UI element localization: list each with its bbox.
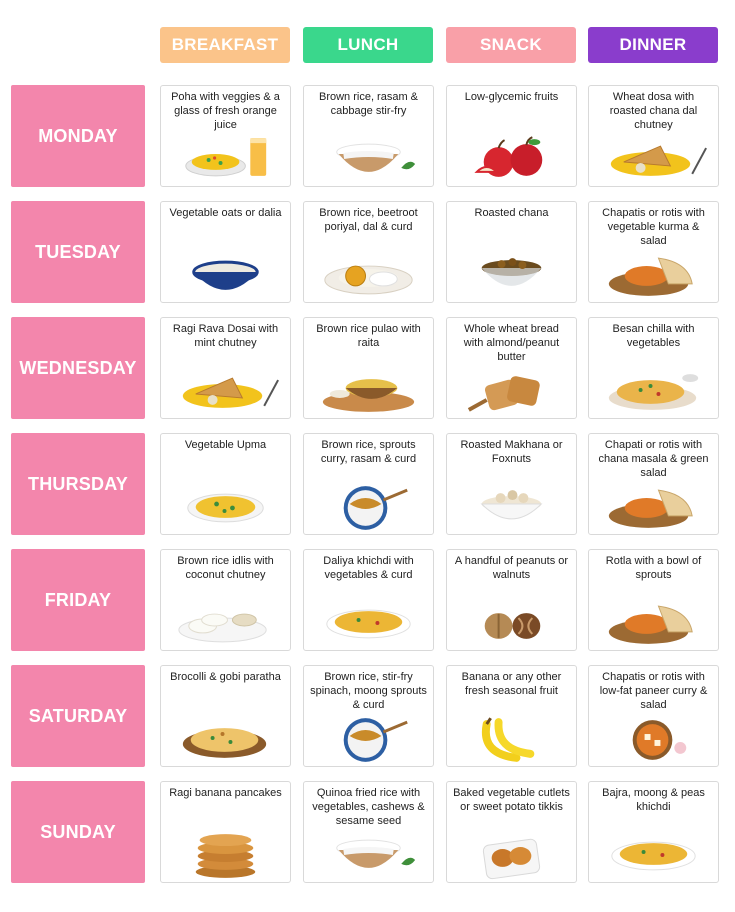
meal-text: Brown rice idlis with coconut chutney: [177, 555, 274, 581]
meal-cell-sunday-breakfast: [160, 781, 291, 883]
meal-cell-wednesday-snack: [446, 317, 577, 419]
meal-cell-saturday-lunch: [303, 665, 434, 767]
apple-icon: [447, 132, 576, 184]
meal-text: Brocolli & gobi paratha: [170, 671, 281, 683]
day-label-monday: MONDAY: [11, 85, 145, 187]
meal-cell-sunday-lunch: [303, 781, 434, 883]
header-snack: SNACK: [446, 27, 576, 63]
day-label-saturday: SATURDAY: [11, 665, 145, 767]
meal-cell-wednesday-breakfast: [160, 317, 291, 419]
meal-text: Ragi Rava Dosai with mint chutney: [172, 323, 279, 349]
roti-basket-icon: [589, 596, 718, 648]
meal-text: Roasted Makhana or Foxnuts: [460, 439, 563, 465]
meal-text: Daliya khichdi with vegetables & curd: [323, 555, 414, 581]
dosa-icon: [161, 364, 290, 416]
meal-text: Poha with veggies & a glass of fresh orange juice: [171, 91, 280, 131]
day-label-thursday: THURSDAY: [11, 433, 145, 535]
pancake-icon: [161, 828, 290, 880]
meal-text: Banana or any other fresh seasonal fruit: [461, 671, 562, 697]
meal-cell-thursday-lunch: [303, 433, 434, 535]
meal-text: Roasted chana: [474, 207, 549, 219]
paneer-curry-icon: [589, 712, 718, 764]
meal-cell-monday-breakfast: [160, 85, 291, 187]
meal-text: Brown rice, sprouts curry, rasam & curd: [320, 439, 417, 465]
meal-cell-friday-snack: [446, 549, 577, 651]
meal-text: Chapatis or rotis with low-fat paneer curry & salad: [599, 671, 708, 711]
header-breakfast: BREAKFAST: [160, 27, 290, 63]
meal-text: Quinoa fried rice with vegetables, cashews & sesame seed: [312, 787, 425, 827]
day-label-tuesday: TUESDAY: [11, 201, 145, 303]
day-label-sunday: SUNDAY: [11, 781, 145, 883]
meal-cell-saturday-snack: [446, 665, 577, 767]
meal-text: Besan chilla with vegetables: [612, 323, 695, 349]
rice-bowl-icon: [304, 132, 433, 184]
oats-bowl-icon: [161, 248, 290, 300]
makhana-bowl-icon: [447, 480, 576, 532]
meal-cell-tuesday-lunch: [303, 201, 434, 303]
roti-basket-icon: [589, 248, 718, 300]
meal-cell-tuesday-dinner: [588, 201, 719, 303]
upma-icon: [161, 480, 290, 532]
bread-icon: [447, 364, 576, 416]
curry-plate-icon: [304, 480, 433, 532]
meal-text: Chapati or rotis with chana masala & green salad: [598, 439, 709, 479]
meal-cell-saturday-dinner: [588, 665, 719, 767]
meal-text: Brown rice, rasam & cabbage stir-fry: [318, 91, 419, 117]
banana-icon: [447, 712, 576, 764]
day-label-wednesday: WEDNESDAY: [11, 317, 145, 419]
meal-text: Low-glycemic fruits: [464, 91, 559, 103]
meal-cell-thursday-snack: [446, 433, 577, 535]
header-lunch: LUNCH: [303, 27, 433, 63]
khichdi-icon: [304, 596, 433, 648]
meal-text: Whole wheat bread with almond/peanut butter: [463, 323, 560, 363]
chilla-icon: [589, 364, 718, 416]
paratha-icon: [161, 712, 290, 764]
meal-text: Rotla with a bowl of sprouts: [605, 555, 702, 581]
meal-cell-wednesday-lunch: [303, 317, 434, 419]
meal-cell-monday-snack: [446, 85, 577, 187]
meal-cell-thursday-breakfast: [160, 433, 291, 535]
chana-bowl-icon: [447, 248, 576, 300]
rice-bowl-icon: [304, 828, 433, 880]
meal-cell-monday-dinner: [588, 85, 719, 187]
meal-cell-sunday-snack: [446, 781, 577, 883]
dosa-icon: [589, 132, 718, 184]
pulao-icon: [304, 364, 433, 416]
meal-cell-friday-breakfast: [160, 549, 291, 651]
meal-text: Baked vegetable cutlets or sweet potato tikkis: [453, 787, 570, 813]
header-dinner: DINNER: [588, 27, 718, 63]
cutlet-icon: [447, 828, 576, 880]
walnut-icon: [447, 596, 576, 648]
day-label-friday: FRIDAY: [11, 549, 145, 651]
rice-dal-plate-icon: [304, 248, 433, 300]
meal-cell-friday-lunch: [303, 549, 434, 651]
meal-text: Ragi banana pancakes: [169, 787, 282, 799]
meal-text: Brown rice, stir-fry spinach, moong sprouts & curd: [310, 671, 427, 711]
meal-cell-monday-lunch: [303, 85, 434, 187]
meal-text: Vegetable Upma: [184, 439, 267, 451]
meal-cell-friday-dinner: [588, 549, 719, 651]
meal-cell-tuesday-snack: [446, 201, 577, 303]
curry-plate-icon: [304, 712, 433, 764]
meal-text: A handful of peanuts or walnuts: [454, 555, 569, 581]
meal-text: Brown rice, beetroot poriyal, dal & curd: [319, 207, 418, 233]
meal-cell-thursday-dinner: [588, 433, 719, 535]
meal-text: Chapatis or rotis with vegetable kurma & salad: [602, 207, 705, 247]
meal-cell-sunday-dinner: [588, 781, 719, 883]
meal-text: Brown rice pulao with raita: [316, 323, 421, 349]
khichdi-icon: [589, 828, 718, 880]
meal-text: Wheat dosa with roasted chana dal chutney: [609, 91, 698, 131]
meal-cell-saturday-breakfast: [160, 665, 291, 767]
roti-basket-icon: [589, 480, 718, 532]
poha-icon: [161, 132, 290, 184]
idli-icon: [161, 596, 290, 648]
meal-text: Vegetable oats or dalia: [169, 207, 282, 219]
meal-text: Bajra, moong & peas khichdi: [602, 787, 705, 813]
meal-cell-tuesday-breakfast: [160, 201, 291, 303]
meal-cell-wednesday-dinner: [588, 317, 719, 419]
